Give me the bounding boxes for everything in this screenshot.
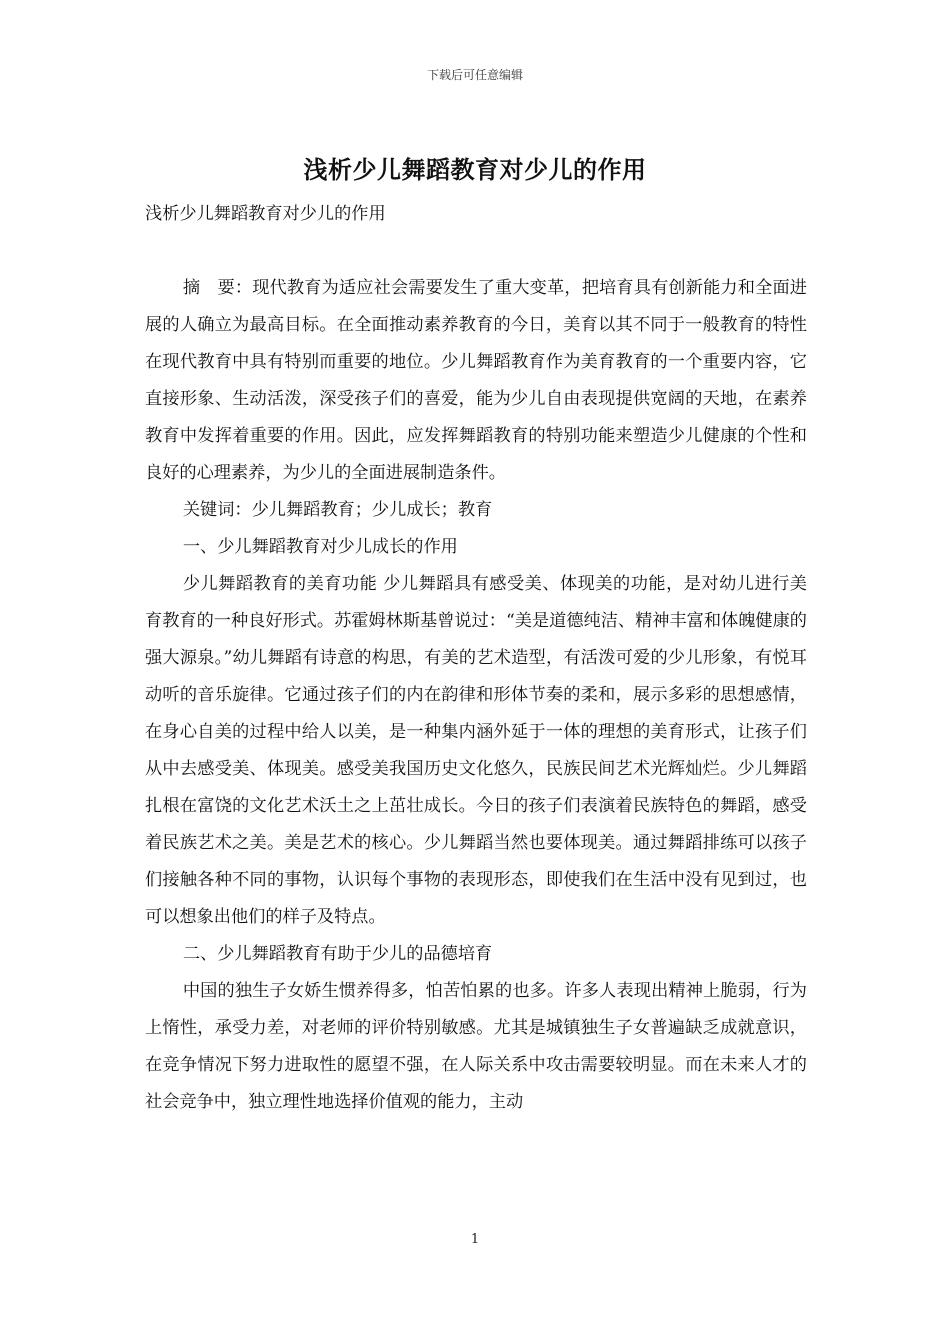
page-number: 1 (470, 1232, 480, 1247)
section-heading-2: 二、少儿舞蹈教育有助于少儿的品德培育 (182, 944, 493, 964)
document-title: 浅析少儿舞蹈教育对少儿的作用 (303, 155, 647, 184)
body-paragraph: 少儿舞蹈教育的美育功能 少儿舞蹈具有感受美、体现美的功能，是对幼儿进行美育教育的一种良好形式。苏霍姆林斯基曾说过：“美是道德纯洁、精神丰富和体魄健康的强大源泉。”幼儿舞蹈有诗意的构思，有美的艺术造型，有活泼可爱的少儿形象，有悦耳动听的音乐旋律。它通过孩子们的内在韵律和形体节奏的柔和，展示多彩的思想感情，在身心自美的过程中给人以美，是一种集内涵外延于一体的理想的美育形式，让孩子们从中去感受美、体现美。感受美我国历史文化悠久，民族民间艺术光辉灿烂。少儿舞蹈扎根在富饶的文化艺术沃土之上茁壮成长。今日的孩子们表演着民族特色的舞蹈，感受着民族艺术之美。美是艺术的核心。少儿舞蹈当然也要体现美。通过舞蹈排练可以孩子们接触各种不同的事物，认识每个事物的表现形态，即使我们在生活中没有见到过，也可以想象出他们的样子及特点。 (145, 574, 807, 927)
document-body (145, 196, 807, 1121)
header-note: 下载后可任意编辑 (426, 68, 523, 82)
body-paragraph: 中国的独生子女娇生惯养得多，怕苦怕累的也多。许多人表现出精神上脆弱，行为上惰性，承受力差，对老师的评价特别敏感。尤其是城镇独生子女普遍缺乏成就意识，在竞争情况下努力进取性的愿望不强，在人际关系中攻击需要较明显。而在未来人才的社会竞争中，独立理性地选择价值观的能力，主动 (145, 981, 807, 1112)
section-heading-1: 一、少儿舞蹈教育对少儿成长的作用 (182, 537, 458, 557)
abstract-paragraph: 摘 要：现代教育为适应社会需要发生了重大变革，把培育具有创新能力和全面进展的人确立为最高目标。在全面推动素养教育的今日，美育以其不同于一般教育的特性在现代教育中具有特别而重要的地位。少儿舞蹈教育作为美育教育的一个重要内容，它直接形象、生动活泼，深受孩子们的喜爱，能为少儿自由表现提供宽阔的天地，在素养教育中发挥着重要的作用。因此，应发挥舞蹈教育的特别功能来塑造少儿健康的个性和良好的心理素养，为少儿的全面进展制造条件。 (145, 278, 807, 483)
document-subtitle: 浅析少儿舞蹈教育对少儿的作用 (145, 204, 386, 224)
keywords-line: 关键词：少儿舞蹈教育；少儿成长；教育 (182, 500, 493, 520)
